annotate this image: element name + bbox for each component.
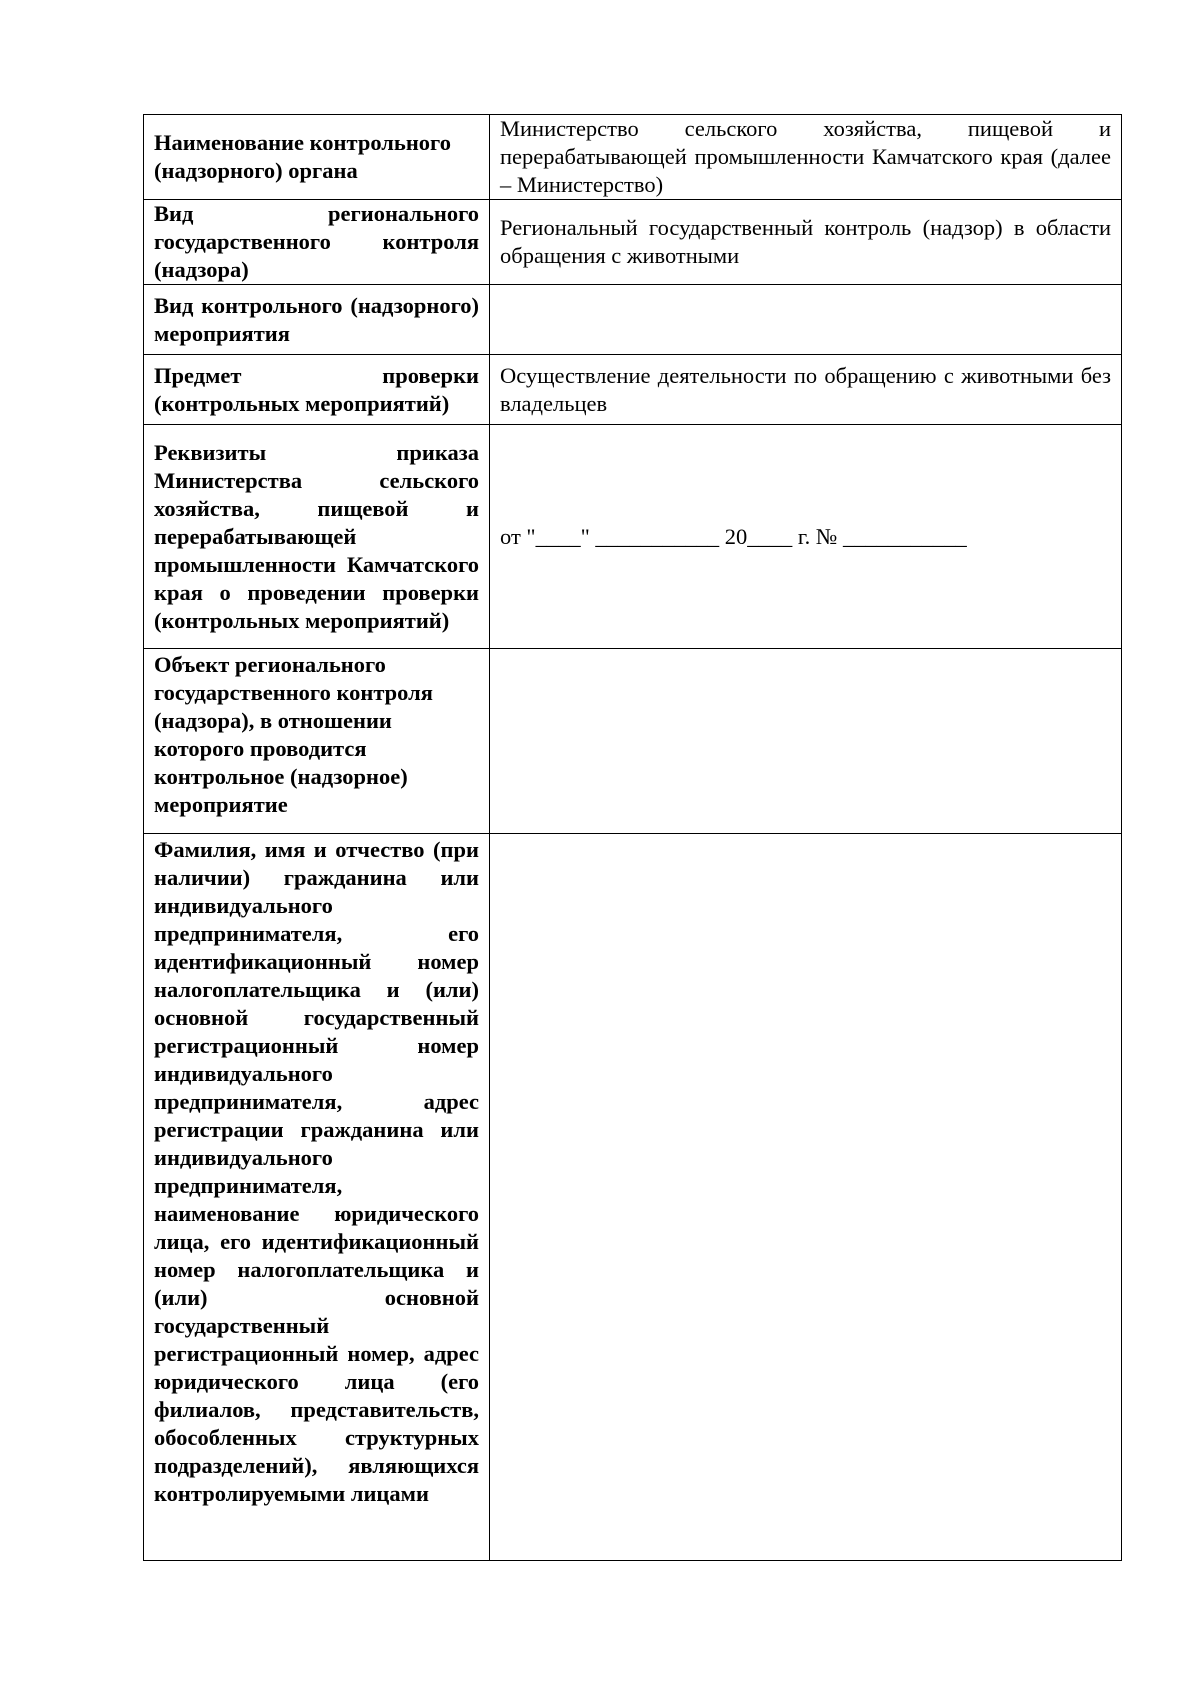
table-row (144, 425, 1122, 649)
value-inspection-subject: Осуществление деятельности по обращению с животными без владельцев (490, 355, 1122, 425)
value-order-details[interactable]: от "____" ___________ 20____ г. № ___________ (490, 425, 1122, 649)
value-control-type: Региональный государственный контроль (надзор) в области обращения с животными (490, 200, 1122, 285)
label-event-type: Вид контрольного (надзорного) мероприятия (144, 285, 490, 355)
value-controlled-person[interactable] (490, 834, 1122, 1561)
inspection-form-table (143, 114, 1122, 1561)
table-row (144, 355, 1122, 425)
table-row (144, 649, 1122, 834)
value-event-type[interactable] (490, 285, 1122, 355)
label-inspection-subject: Предмет проверки (контрольных мероприятий) (144, 355, 490, 425)
label-control-body-name: Наименование контрольного (надзорного) органа (144, 115, 490, 200)
table-row (144, 834, 1122, 1561)
table-row (144, 200, 1122, 285)
table-row (144, 285, 1122, 355)
value-control-object[interactable] (490, 649, 1122, 834)
label-control-object: Объект регионального государственного контроля (надзора), в отношении которого проводится контрольное (надзорное) мероприятие (144, 649, 490, 834)
label-order-details: Реквизиты приказа Министерства сельского хозяйства, пищевой и перерабатывающей промышленности Камчатского края о проведении проверки (контрольных мероприятий) (144, 425, 490, 649)
label-control-type: Вид регионального государственного контроля (надзора) (144, 200, 490, 285)
table-row (144, 115, 1122, 200)
value-control-body-name: Министерство сельского хозяйства, пищевой и перерабатывающей промышленности Камчатского края (далее – Министерство) (490, 115, 1122, 200)
label-controlled-person: Фамилия, имя и отчество (при наличии) гражданина или индивидуального предпринимателя, его идентификационный номер налогоплательщика и (или) основной государственный регистрационный номер индивидуального предпринимателя, адрес регистрации гражданина или индивидуального предпринимателя, наименование юридического лица, его идентификационный номер налогоплательщика и (или) основной государственный регистрационный номер, адрес юридического лица (его филиалов, представительств, обособленных структурных подразделений), являющихся контролируемыми лицами (144, 834, 490, 1561)
